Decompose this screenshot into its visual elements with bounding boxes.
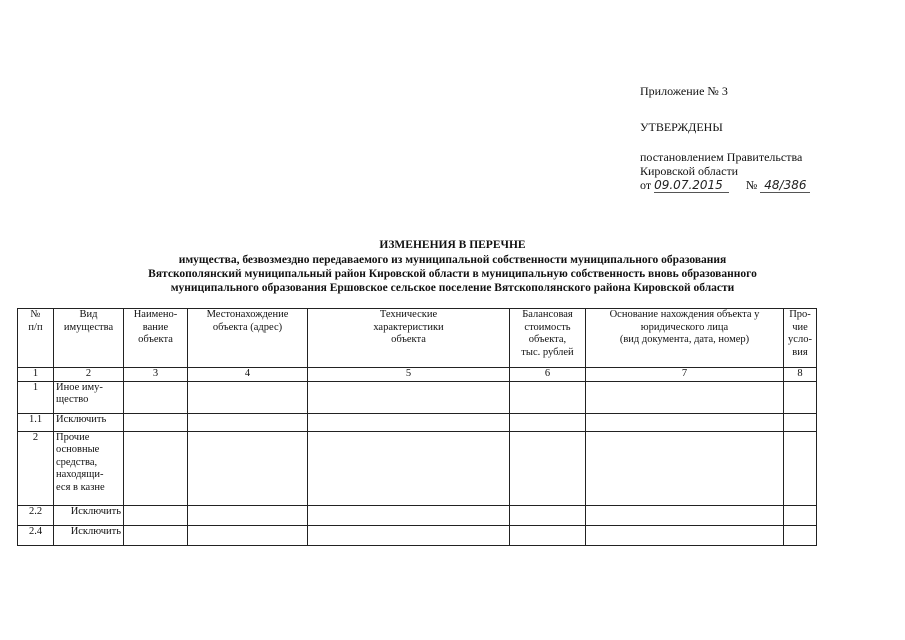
header-cell: Наимено- вание объекта xyxy=(124,309,188,368)
header-cell: Основание нахождения объекта у юридического лица (вид документа, дата, номер) xyxy=(586,309,784,368)
table-row xyxy=(18,431,817,505)
header-cell: Балансовая стоимость объекта, тыс. рублей xyxy=(510,309,586,368)
column-number: 3 xyxy=(124,368,188,382)
row-number: 1.1 xyxy=(18,413,54,431)
header-cell: Местонахождение объекта (адрес) xyxy=(188,309,308,368)
column-number: 8 xyxy=(784,368,817,382)
column-number: 5 xyxy=(308,368,510,382)
row-number: 2.2 xyxy=(18,505,54,525)
table-header-row xyxy=(18,309,817,368)
column-number: 1 xyxy=(18,368,54,382)
decree-line-2: Кировской области xyxy=(640,164,739,178)
appendix-label: Приложение № 3 xyxy=(640,84,728,98)
header-cell: № п/п xyxy=(18,309,54,368)
table-row xyxy=(18,505,817,525)
column-number: 2 xyxy=(54,368,124,382)
subtitle-line-1: имущества, безвозмездно передаваемого из муниципальной собственности муниципального образования xyxy=(178,254,727,266)
row-number: 2.4 xyxy=(18,525,54,545)
row-number: 1 xyxy=(18,381,54,413)
number-value: 48/386 xyxy=(760,178,810,193)
decree-line-1: постановлением Правительства xyxy=(640,150,803,164)
table-row xyxy=(18,381,817,413)
row-kind: Исключить xyxy=(54,505,124,525)
property-table xyxy=(17,308,817,546)
row-kind: Исключить xyxy=(54,525,124,545)
date-value: 09.07.2015 xyxy=(654,178,729,193)
column-number: 7 xyxy=(586,368,784,382)
number-prefix: № xyxy=(745,178,758,192)
table-row xyxy=(18,525,817,545)
column-number: 4 xyxy=(188,368,308,382)
date-prefix: от xyxy=(640,178,652,192)
row-kind: Исключить xyxy=(54,413,124,431)
row-kind: Прочие основные средства, находящи- еся в казне xyxy=(54,431,124,505)
header-cell: Технические характеристики объекта xyxy=(308,309,510,368)
decree-date-number xyxy=(640,178,830,192)
header-cell: Вид имущества xyxy=(54,309,124,368)
row-number: 2 xyxy=(18,431,54,505)
column-number-row xyxy=(18,368,817,382)
subtitle-line-2: Вятскополянский муниципальный район Кировской области в муниципальную собственность вновь образованного xyxy=(148,268,757,280)
subtitle-line-3: муниципального образования Ершовское сельское поселение Вятскополянского района Кировской области xyxy=(170,282,735,294)
column-number: 6 xyxy=(510,368,586,382)
approved-label: УТВЕРЖДЕНЫ xyxy=(640,120,723,134)
header-cell: Про- чие усло- вия xyxy=(784,309,817,368)
row-kind: Иное иму- щество xyxy=(54,381,124,413)
table-row xyxy=(18,413,817,431)
document-title: ИЗМЕНЕНИЯ В ПЕРЕЧНЕ xyxy=(379,239,526,251)
